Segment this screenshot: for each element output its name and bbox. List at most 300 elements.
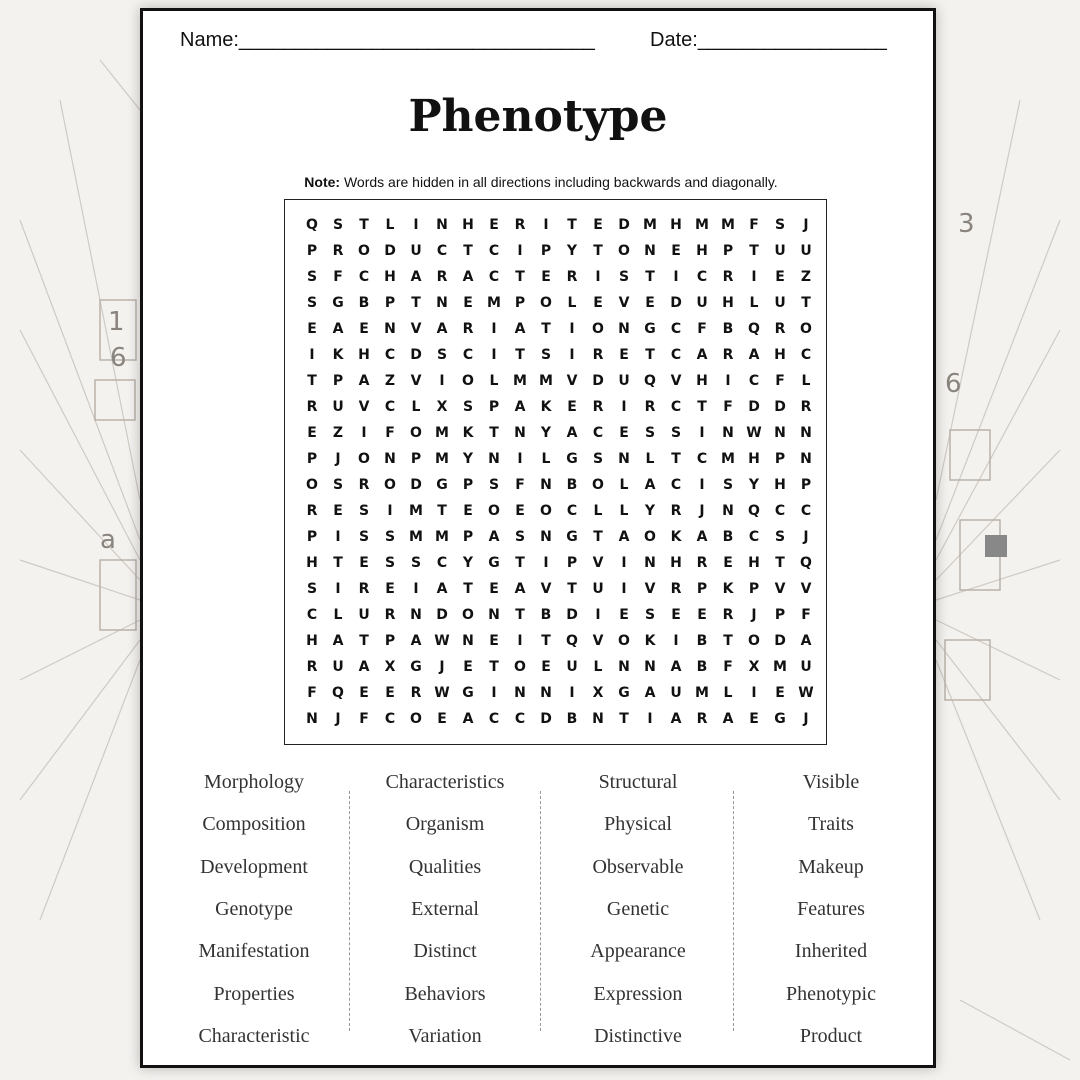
grid-cell[interactable]: L [541,451,551,467]
grid-cell[interactable]: I [725,373,731,389]
grid-cell[interactable]: E [671,607,681,623]
name-field[interactable] [180,29,595,52]
grid-cell[interactable]: I [569,321,575,337]
grid-cell[interactable]: A [332,633,344,649]
grid-cell[interactable]: C [800,347,812,363]
date-blank[interactable]: _________________ [697,29,887,51]
grid-cell[interactable]: I [361,425,367,441]
grid-cell[interactable]: M [409,529,423,545]
grid-cell[interactable]: F [307,685,317,701]
grid-cell[interactable]: L [489,373,499,389]
grid-cell[interactable]: E [385,685,395,701]
grid-cell[interactable]: D [592,373,604,389]
grid-cell[interactable]: N [618,659,630,675]
grid-cell[interactable]: K [722,581,734,597]
grid-cell[interactable]: T [567,217,577,233]
grid-cell[interactable]: C [384,347,396,363]
grid-cell[interactable]: G [566,451,578,467]
grid-cell[interactable]: H [306,555,318,571]
grid-cell[interactable]: I [647,711,653,727]
grid-cell[interactable]: A [488,529,500,545]
grid-cell[interactable]: F [723,399,733,415]
grid-cell[interactable]: A [410,269,422,285]
grid-cell[interactable]: M [695,685,709,701]
grid-cell[interactable]: O [306,477,318,493]
grid-cell[interactable]: I [439,373,445,389]
grid-cell[interactable]: D [410,477,422,493]
grid-cell[interactable]: T [801,295,811,311]
grid-cell[interactable]: N [800,425,812,441]
grid-cell[interactable]: E [619,347,629,363]
grid-cell[interactable]: C [488,243,500,259]
grid-cell[interactable]: O [384,477,396,493]
grid-cell[interactable]: F [515,477,525,493]
grid-cell[interactable]: O [410,425,422,441]
grid-cell[interactable]: P [332,373,344,389]
grid-cell[interactable]: S [358,529,370,545]
grid-cell[interactable]: S [410,555,422,571]
grid-cell[interactable]: G [566,529,578,545]
grid-cell[interactable]: M [435,425,449,441]
grid-cell[interactable]: V [774,581,786,597]
grid-cell[interactable]: L [619,477,629,493]
grid-cell[interactable]: M [435,451,449,467]
grid-cell[interactable]: T [567,581,577,597]
grid-cell[interactable]: R [592,347,604,363]
grid-cell[interactable]: Y [748,477,760,493]
grid-cell[interactable]: B [540,607,552,623]
grid-cell[interactable]: U [696,295,708,311]
grid-cell[interactable]: A [696,529,708,545]
grid-cell[interactable]: C [696,451,708,467]
grid-cell[interactable]: N [800,451,812,467]
grid-cell[interactable]: L [333,607,343,623]
grid-cell[interactable]: Z [800,269,812,285]
grid-cell[interactable]: S [332,477,344,493]
grid-cell[interactable]: S [384,529,396,545]
grid-cell[interactable]: P [306,451,318,467]
grid-cell[interactable]: R [670,503,682,519]
grid-cell[interactable]: Y [462,555,474,571]
grid-cell[interactable]: J [699,503,705,519]
grid-cell[interactable]: P [306,529,318,545]
grid-cell[interactable]: I [491,347,497,363]
grid-cell[interactable]: B [722,321,734,337]
grid-cell[interactable]: O [540,503,552,519]
grid-cell[interactable]: A [670,659,682,675]
grid-cell[interactable]: C [436,243,448,259]
grid-cell[interactable]: N [436,217,448,233]
grid-cell[interactable]: N [462,633,474,649]
grid-cell[interactable]: E [723,555,733,571]
grid-cell[interactable]: N [540,685,552,701]
grid-cell[interactable]: C [800,503,812,519]
grid-cell[interactable]: C [670,477,682,493]
grid-cell[interactable]: C [696,269,708,285]
grid-cell[interactable]: N [540,529,552,545]
grid-cell[interactable]: T [645,347,655,363]
grid-cell[interactable]: I [543,555,549,571]
grid-cell[interactable]: V [592,633,604,649]
grid-cell[interactable]: R [410,685,422,701]
grid-cell[interactable]: T [593,529,603,545]
grid-cell[interactable]: C [462,347,474,363]
grid-cell[interactable]: M [643,217,657,233]
grid-cell[interactable]: F [801,607,811,623]
grid-cell[interactable]: F [359,711,369,727]
grid-cell[interactable]: T [411,295,421,311]
grid-cell[interactable]: C [566,503,578,519]
grid-cell[interactable]: K [540,399,552,415]
grid-cell[interactable]: E [749,711,759,727]
grid-cell[interactable]: L [411,399,421,415]
grid-cell[interactable]: R [566,269,578,285]
grid-cell[interactable]: I [413,581,419,597]
grid-cell[interactable]: H [722,295,734,311]
grid-cell[interactable]: F [723,659,733,675]
grid-cell[interactable]: C [670,399,682,415]
grid-cell[interactable]: E [775,269,785,285]
grid-cell[interactable]: S [306,581,318,597]
grid-cell[interactable]: D [436,607,448,623]
grid-cell[interactable]: A [436,321,448,337]
grid-cell[interactable]: A [332,321,344,337]
grid-cell[interactable]: S [774,217,786,233]
grid-cell[interactable]: G [644,321,656,337]
grid-cell[interactable]: N [410,607,422,623]
grid-cell[interactable]: T [359,217,369,233]
grid-cell[interactable]: B [566,711,578,727]
grid-cell[interactable]: P [462,477,474,493]
grid-cell[interactable]: N [722,425,734,441]
grid-cell[interactable]: S [358,503,370,519]
grid-cell[interactable]: O [488,503,500,519]
grid-cell[interactable]: E [307,425,317,441]
grid-cell[interactable]: M [695,217,709,233]
grid-cell[interactable]: D [774,399,786,415]
grid-cell[interactable]: R [722,269,734,285]
grid-cell[interactable]: I [595,607,601,623]
grid-cell[interactable]: M [721,217,735,233]
grid-cell[interactable]: R [306,399,318,415]
grid-cell[interactable]: I [751,269,757,285]
grid-cell[interactable]: I [621,555,627,571]
grid-cell[interactable]: F [775,373,785,389]
grid-cell[interactable]: Z [384,373,396,389]
grid-cell[interactable]: I [621,581,627,597]
grid-cell[interactable]: E [645,295,655,311]
grid-cell[interactable]: C [670,347,682,363]
grid-cell[interactable]: J [803,711,809,727]
grid-cell[interactable]: S [462,399,474,415]
grid-cell[interactable]: E [541,269,551,285]
grid-cell[interactable]: O [592,321,604,337]
grid-cell[interactable]: N [618,451,630,467]
grid-cell[interactable]: P [748,581,760,597]
grid-cell[interactable]: B [696,633,708,649]
grid-cell[interactable]: H [670,217,682,233]
grid-cell[interactable]: G [618,685,630,701]
grid-cell[interactable]: M [513,373,527,389]
grid-cell[interactable]: V [566,373,578,389]
grid-cell[interactable]: F [697,321,707,337]
grid-cell[interactable]: T [515,607,525,623]
grid-cell[interactable]: R [436,269,448,285]
grid-cell[interactable]: U [670,685,682,701]
grid-cell[interactable]: O [644,529,656,545]
grid-cell[interactable]: T [515,347,525,363]
grid-cell[interactable]: X [384,659,396,675]
grid-cell[interactable]: A [748,347,760,363]
grid-cell[interactable]: I [595,269,601,285]
grid-cell[interactable]: E [437,711,447,727]
grid-cell[interactable]: P [566,555,578,571]
grid-cell[interactable]: X [748,659,760,675]
grid-cell[interactable]: I [569,685,575,701]
grid-cell[interactable]: C [384,399,396,415]
grid-cell[interactable]: L [619,503,629,519]
grid-cell[interactable]: I [491,685,497,701]
grid-cell[interactable]: U [332,659,344,675]
grid-cell[interactable]: E [489,633,499,649]
grid-cell[interactable]: T [541,321,551,337]
grid-cell[interactable]: M [721,451,735,467]
grid-cell[interactable]: J [335,451,341,467]
grid-cell[interactable]: A [358,373,370,389]
grid-cell[interactable]: P [540,243,552,259]
grid-cell[interactable]: A [462,269,474,285]
grid-cell[interactable]: F [333,269,343,285]
grid-cell[interactable]: A [462,711,474,727]
grid-cell[interactable]: R [696,711,708,727]
grid-cell[interactable]: N [514,685,526,701]
grid-cell[interactable]: T [775,555,785,571]
grid-cell[interactable]: I [309,347,315,363]
grid-cell[interactable]: B [566,477,578,493]
grid-cell[interactable]: A [696,347,708,363]
grid-cell[interactable]: H [306,633,318,649]
grid-cell[interactable]: O [358,451,370,467]
grid-cell[interactable]: E [515,503,525,519]
grid-cell[interactable]: T [437,503,447,519]
grid-cell[interactable]: R [358,581,370,597]
grid-cell[interactable]: E [307,321,317,337]
grid-cell[interactable]: V [358,399,370,415]
grid-cell[interactable]: T [307,373,317,389]
grid-cell[interactable]: I [335,581,341,597]
grid-cell[interactable]: L [567,295,577,311]
grid-cell[interactable]: L [645,451,655,467]
grid-cell[interactable]: E [775,685,785,701]
grid-cell[interactable]: L [593,659,603,675]
grid-cell[interactable]: S [618,269,630,285]
grid-cell[interactable]: J [751,607,757,623]
grid-cell[interactable]: P [384,295,396,311]
grid-cell[interactable]: I [569,347,575,363]
grid-cell[interactable]: Q [332,685,344,701]
grid-cell[interactable]: O [358,243,370,259]
grid-cell[interactable]: I [543,217,549,233]
grid-cell[interactable]: A [670,711,682,727]
grid-cell[interactable]: R [306,503,318,519]
grid-cell[interactable]: R [462,321,474,337]
grid-cell[interactable]: Q [306,217,318,233]
grid-cell[interactable]: A [358,659,370,675]
grid-cell[interactable]: S [540,347,552,363]
grid-cell[interactable]: I [751,685,757,701]
grid-cell[interactable]: O [514,659,526,675]
grid-cell[interactable]: L [593,503,603,519]
grid-cell[interactable]: N [722,503,734,519]
grid-cell[interactable]: C [488,711,500,727]
grid-cell[interactable]: N [644,659,656,675]
grid-cell[interactable]: O [540,295,552,311]
grid-cell[interactable]: A [644,477,656,493]
grid-cell[interactable]: Q [566,633,578,649]
grid-cell[interactable]: K [462,425,474,441]
grid-cell[interactable]: M [409,503,423,519]
grid-cell[interactable]: T [619,711,629,727]
grid-cell[interactable]: D [748,399,760,415]
grid-cell[interactable]: N [644,243,656,259]
date-field[interactable] [650,29,887,52]
grid-cell[interactable]: Y [644,503,656,519]
grid-cell[interactable]: U [774,295,786,311]
grid-cell[interactable]: R [332,243,344,259]
grid-cell[interactable]: H [774,347,786,363]
grid-cell[interactable]: E [567,399,577,415]
grid-cell[interactable]: P [774,451,786,467]
grid-cell[interactable]: E [359,321,369,337]
grid-cell[interactable]: H [696,373,708,389]
grid-cell[interactable]: G [488,555,500,571]
grid-cell[interactable]: H [462,217,474,233]
grid-cell[interactable]: O [462,607,474,623]
grid-cell[interactable]: E [359,685,369,701]
grid-cell[interactable]: B [696,659,708,675]
grid-cell[interactable]: U [410,243,422,259]
grid-cell[interactable]: R [722,347,734,363]
grid-cell[interactable]: T [541,633,551,649]
grid-cell[interactable]: A [514,399,526,415]
grid-cell[interactable]: D [410,347,422,363]
grid-cell[interactable]: Q [800,555,812,571]
grid-cell[interactable]: J [803,217,809,233]
grid-cell[interactable]: K [644,633,656,649]
grid-cell[interactable]: R [696,555,708,571]
grid-cell[interactable]: L [749,295,759,311]
grid-cell[interactable]: S [644,607,656,623]
grid-cell[interactable]: L [801,373,811,389]
grid-cell[interactable]: U [332,399,344,415]
grid-cell[interactable]: C [670,321,682,337]
grid-cell[interactable]: T [489,659,499,675]
grid-cell[interactable]: U [618,373,630,389]
grid-cell[interactable]: S [332,217,344,233]
grid-cell[interactable]: O [592,477,604,493]
grid-cell[interactable]: V [800,581,812,597]
grid-cell[interactable]: T [463,243,473,259]
grid-cell[interactable]: E [593,217,603,233]
grid-cell[interactable]: G [774,711,786,727]
grid-cell[interactable]: U [800,659,812,675]
grid-cell[interactable]: I [673,633,679,649]
grid-cell[interactable]: B [358,295,370,311]
grid-cell[interactable]: E [619,425,629,441]
grid-cell[interactable]: N [306,711,318,727]
grid-cell[interactable]: H [696,243,708,259]
grid-cell[interactable]: I [699,425,705,441]
grid-cell[interactable]: C [592,425,604,441]
grid-cell[interactable]: V [670,373,682,389]
grid-cell[interactable]: E [697,607,707,623]
grid-cell[interactable]: E [541,659,551,675]
grid-cell[interactable]: G [332,295,344,311]
grid-cell[interactable]: T [697,399,707,415]
grid-cell[interactable]: I [491,321,497,337]
grid-cell[interactable]: R [306,659,318,675]
grid-cell[interactable]: V [618,295,630,311]
grid-cell[interactable]: F [385,425,395,441]
grid-cell[interactable]: R [800,399,812,415]
grid-cell[interactable]: S [514,529,526,545]
grid-cell[interactable]: A [722,711,734,727]
grid-cell[interactable]: V [540,581,552,597]
grid-cell[interactable]: T [333,555,343,571]
grid-cell[interactable]: C [436,555,448,571]
grid-cell[interactable]: I [673,269,679,285]
grid-cell[interactable]: W [434,685,450,701]
grid-cell[interactable]: T [515,269,525,285]
grid-cell[interactable]: M [487,295,501,311]
grid-cell[interactable]: X [592,685,604,701]
grid-cell[interactable]: U [800,243,812,259]
grid-cell[interactable]: A [514,321,526,337]
grid-cell[interactable]: I [387,503,393,519]
grid-cell[interactable]: Z [332,425,344,441]
grid-cell[interactable]: Q [748,503,760,519]
grid-cell[interactable]: I [699,477,705,493]
grid-cell[interactable]: R [384,607,396,623]
grid-cell[interactable]: C [306,607,318,623]
grid-cell[interactable]: A [410,633,422,649]
grid-cell[interactable]: T [671,451,681,467]
grid-cell[interactable]: M [435,529,449,545]
grid-cell[interactable]: J [439,659,445,675]
grid-cell[interactable]: O [748,633,760,649]
grid-cell[interactable]: N [540,477,552,493]
grid-cell[interactable]: H [748,555,760,571]
grid-cell[interactable]: S [436,347,448,363]
grid-cell[interactable]: P [774,607,786,623]
grid-cell[interactable]: O [618,633,630,649]
grid-cell[interactable]: P [410,451,422,467]
grid-cell[interactable]: G [462,685,474,701]
grid-cell[interactable]: A [514,581,526,597]
grid-cell[interactable]: V [410,373,422,389]
grid-cell[interactable]: R [514,217,526,233]
grid-cell[interactable]: L [723,685,733,701]
grid-cell[interactable]: A [800,633,812,649]
grid-cell[interactable]: E [463,659,473,675]
grid-cell[interactable]: M [539,373,553,389]
grid-cell[interactable]: I [335,529,341,545]
grid-cell[interactable]: D [774,633,786,649]
grid-cell[interactable]: R [722,607,734,623]
grid-cell[interactable]: H [358,347,370,363]
grid-cell[interactable]: H [774,477,786,493]
grid-cell[interactable]: P [722,243,734,259]
